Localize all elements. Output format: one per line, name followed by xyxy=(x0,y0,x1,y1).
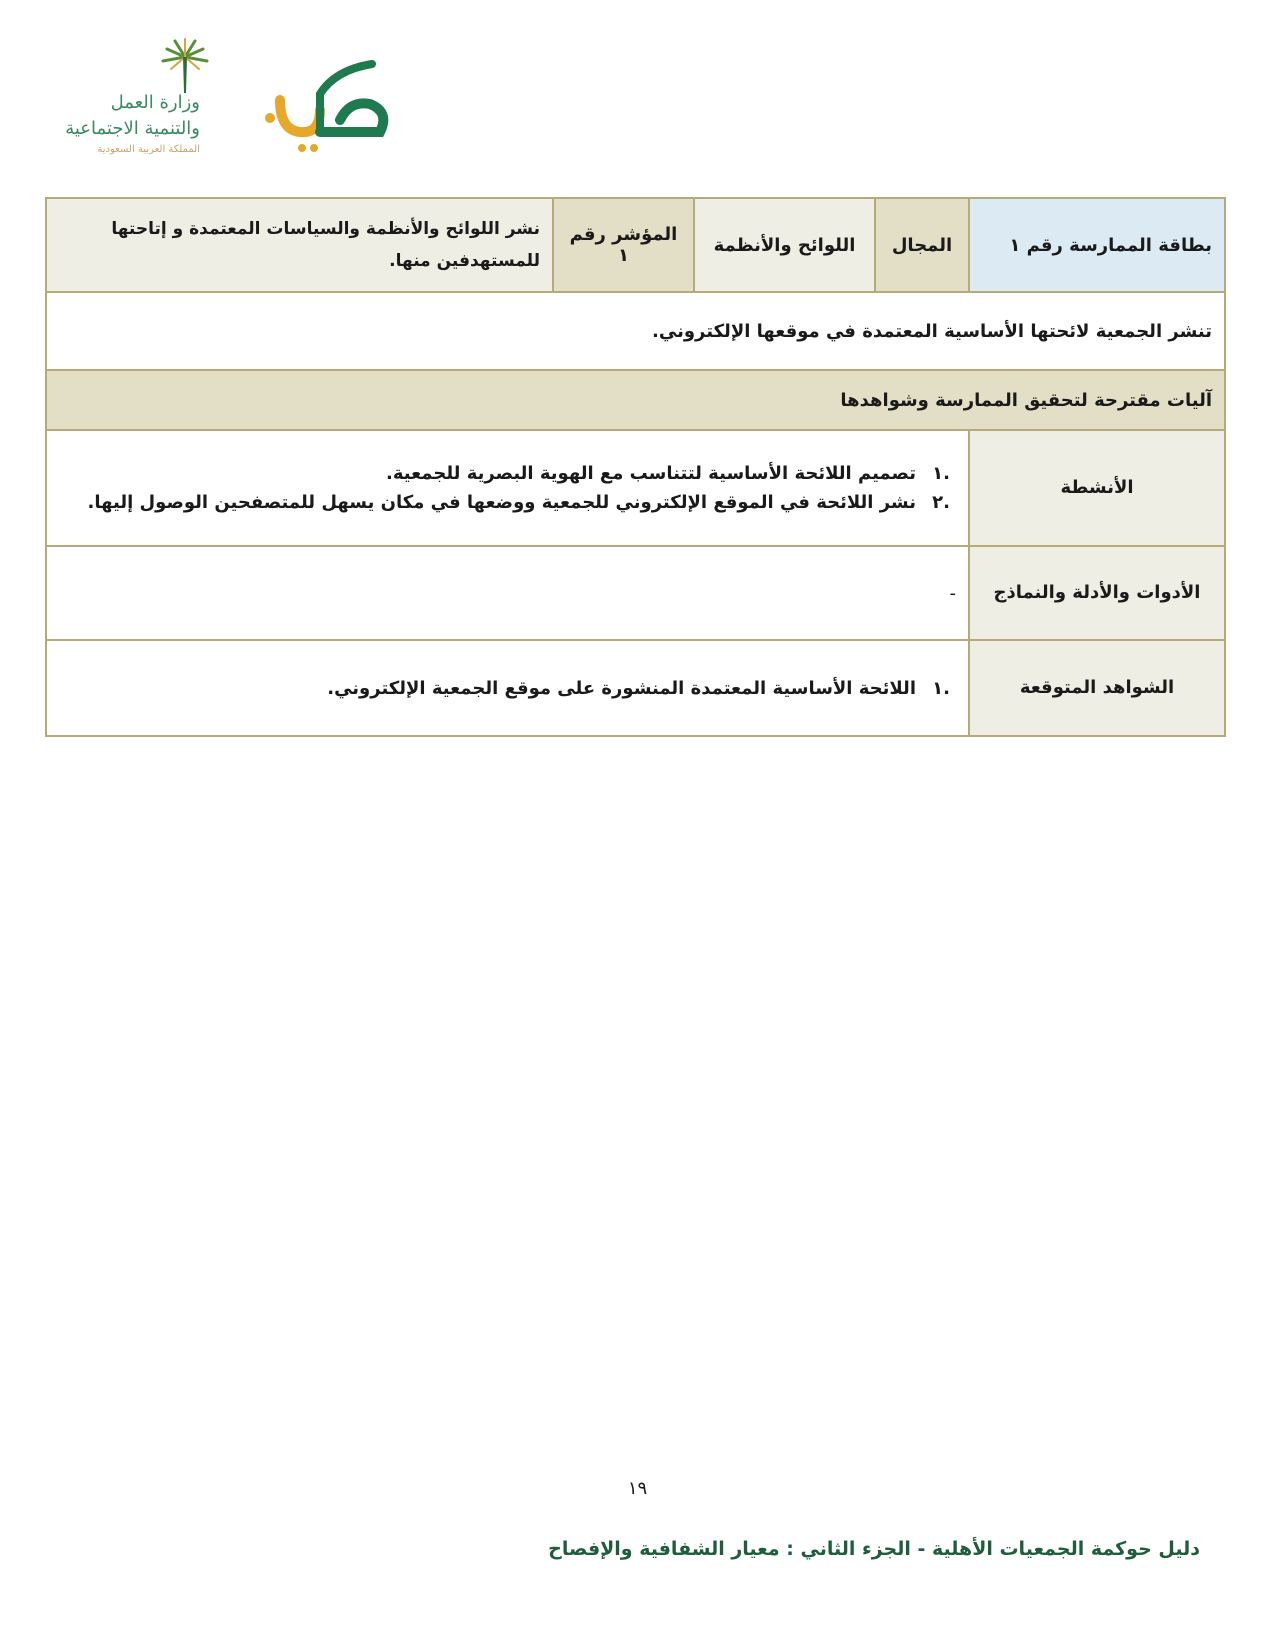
palm-tree-icon xyxy=(155,35,215,95)
indicator-label: المؤشر رقم ١ xyxy=(553,198,694,292)
evidence-cell xyxy=(46,640,969,736)
domain-value: اللوائح والأنظمة xyxy=(694,198,875,292)
indicator-text: نشر اللوائح والأنظمة والسياسات المعتمدة و إتاحتها للمستهدفين منها. xyxy=(46,198,553,292)
activities-cell xyxy=(46,430,969,546)
ministry-name-line1: وزارة العمل xyxy=(110,92,200,113)
header-logos xyxy=(60,30,400,170)
list-item: .٢ نشر اللائحة في الموقع الإلكتروني للجمعية ووضعها في مكان يسهل للمتصفحين الوصول إليها. xyxy=(87,492,950,513)
activities-label: الأنشطة xyxy=(969,430,1225,546)
evidence-list xyxy=(59,678,956,699)
card-title: بطاقة الممارسة رقم ١ xyxy=(969,198,1225,292)
ministry-logo xyxy=(60,30,200,160)
footer-title: دليل حوكمة الجمعيات الأهلية - الجزء الثاني : معيار الشفافية والإفصاح xyxy=(548,1538,1200,1560)
tools-label: الأدوات والأدلة والنماذج xyxy=(969,546,1225,640)
tools-value: - xyxy=(46,546,969,640)
activities-list xyxy=(59,463,956,513)
practice-description: تنشر الجمعية لائحتها الأساسية المعتمدة في موقعها الإلكتروني. xyxy=(46,292,1225,370)
list-item: .١ اللائحة الأساسية المعتمدة المنشورة على موقع الجمعية الإلكتروني. xyxy=(327,677,950,699)
ministry-country: المملكة العربية السعودية xyxy=(97,144,200,155)
mkeen-logo xyxy=(240,60,390,155)
list-item: .١ تصميم اللائحة الأساسية لتتناسب مع الهوية البصرية للجمعية. xyxy=(386,463,950,484)
ministry-name-line2: والتنمية الاجتماعية xyxy=(65,118,200,139)
domain-label: المجال xyxy=(875,198,969,292)
mechanisms-heading: آليات مقترحة لتحقيق الممارسة وشواهدها xyxy=(46,370,1225,430)
practice-card-table xyxy=(45,197,1226,737)
page-number: ١٩ xyxy=(627,1478,648,1499)
evidence-label: الشواهد المتوقعة xyxy=(969,640,1225,736)
